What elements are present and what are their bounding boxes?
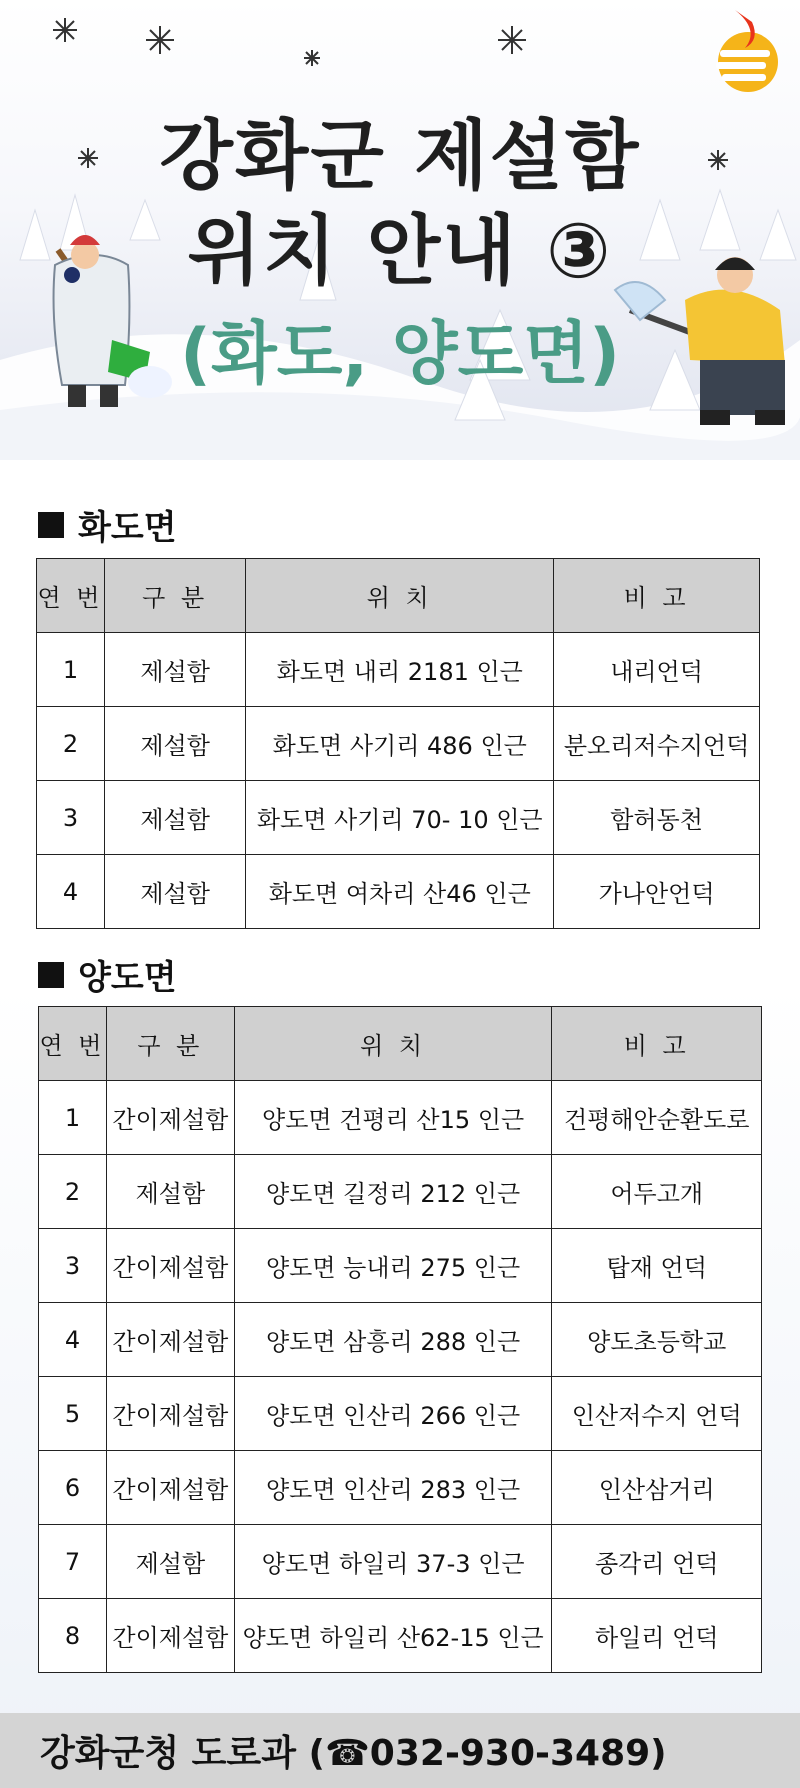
table-cell: 간이제설함 (106, 1081, 234, 1155)
table-cell: 제설함 (104, 707, 245, 781)
section-title-hwado (38, 500, 177, 549)
column-header: 연 번 (37, 559, 105, 633)
table-cell: 화도면 여차리 산46 인근 (246, 855, 554, 929)
table-cell: 양도면 삼흥리 288 인근 (234, 1303, 552, 1377)
table-cell: 가나안언덕 (554, 855, 760, 929)
table-cell: 인산저수지 언덕 (552, 1377, 762, 1451)
square-bullet-icon (38, 962, 64, 988)
table-row (39, 1377, 762, 1451)
column-header: 비 고 (554, 559, 760, 633)
table-cell: 제설함 (106, 1525, 234, 1599)
table-cell: 인산삼거리 (552, 1451, 762, 1525)
table-header-row (39, 1007, 762, 1081)
table-cell: 양도면 건평리 산15 인근 (234, 1081, 552, 1155)
table-cell: 화도면 사기리 486 인근 (246, 707, 554, 781)
table-row (37, 855, 760, 929)
table-cell: 1 (39, 1081, 107, 1155)
table-cell: 분오리저수지언덕 (554, 707, 760, 781)
header-banner (0, 0, 800, 460)
table-cell: 3 (39, 1229, 107, 1303)
column-header: 연 번 (39, 1007, 107, 1081)
table-cell: 어두고개 (552, 1155, 762, 1229)
table-cell: 5 (39, 1377, 107, 1451)
square-bullet-icon (38, 512, 64, 538)
section-title-label: 양도면 (78, 958, 177, 998)
county-logo (716, 10, 778, 92)
footer-contact-text: 강화군청 도로과 (☎032-930-3489) (40, 1733, 667, 1774)
table-cell: 간이제설함 (106, 1229, 234, 1303)
table-cell: 7 (39, 1525, 107, 1599)
table-cell: 간이제설함 (106, 1303, 234, 1377)
table-cell: 제설함 (104, 781, 245, 855)
section-title-label: 화도면 (78, 508, 177, 548)
table-cell: 간이제설함 (106, 1377, 234, 1451)
table-cell: 종각리 언덕 (552, 1525, 762, 1599)
table-body (39, 1081, 762, 1673)
table-cell: 4 (37, 855, 105, 929)
banner-subtitle: (화도, 양도면) (179, 315, 621, 394)
table-cell: 양도면 인산리 283 인근 (234, 1451, 552, 1525)
table-cell: 8 (39, 1599, 107, 1673)
column-header: 비 고 (552, 1007, 762, 1081)
table-cell: 4 (39, 1303, 107, 1377)
yangdo-location-table (38, 1006, 762, 1673)
table-row (39, 1229, 762, 1303)
table-cell: 제설함 (104, 633, 245, 707)
table-cell: 양도면 길정리 212 인근 (234, 1155, 552, 1229)
table-cell: 1 (37, 633, 105, 707)
table-cell: 6 (39, 1451, 107, 1525)
table-cell: 양도면 하일리 산62-15 인근 (234, 1599, 552, 1673)
hwado-location-table (36, 558, 760, 929)
table-row (37, 781, 760, 855)
table-row (39, 1525, 762, 1599)
column-header: 위 치 (234, 1007, 552, 1081)
table-body (37, 633, 760, 929)
table-cell: 간이제설함 (106, 1451, 234, 1525)
section-title-yangdo (38, 950, 177, 999)
table-row (39, 1451, 762, 1525)
table-row (39, 1303, 762, 1377)
table-cell: 건평해안순환도로 (552, 1081, 762, 1155)
table-row (39, 1599, 762, 1673)
table-cell: 양도면 하일리 37-3 인근 (234, 1525, 552, 1599)
table-cell: 내리언덕 (554, 633, 760, 707)
table-cell: 제설함 (106, 1155, 234, 1229)
table-cell: 간이제설함 (106, 1599, 234, 1673)
table-cell: 화도면 내리 2181 인근 (246, 633, 554, 707)
table-row (37, 707, 760, 781)
table-cell: 양도면 인산리 266 인근 (234, 1377, 552, 1451)
table-cell: 2 (39, 1155, 107, 1229)
banner-title-line1: 강화군 제설함 (159, 111, 641, 200)
table-cell: 함허동천 (554, 781, 760, 855)
table-cell: 하일리 언덕 (552, 1599, 762, 1673)
table-cell: 양도초등학교 (552, 1303, 762, 1377)
table-cell: 2 (37, 707, 105, 781)
table-cell: 탑재 언덕 (552, 1229, 762, 1303)
footer-bar (0, 1713, 800, 1788)
table-cell: 양도면 능내리 275 인근 (234, 1229, 552, 1303)
table-row (37, 633, 760, 707)
banner-title-line2: 위치 안내 ③ (187, 206, 613, 295)
column-header: 위 치 (246, 559, 554, 633)
table-cell: 제설함 (104, 855, 245, 929)
table-row (39, 1081, 762, 1155)
table-cell: 화도면 사기리 70- 10 인근 (246, 781, 554, 855)
table-cell: 3 (37, 781, 105, 855)
table-row (39, 1155, 762, 1229)
table-header-row (37, 559, 760, 633)
column-header: 구 분 (106, 1007, 234, 1081)
column-header: 구 분 (104, 559, 245, 633)
